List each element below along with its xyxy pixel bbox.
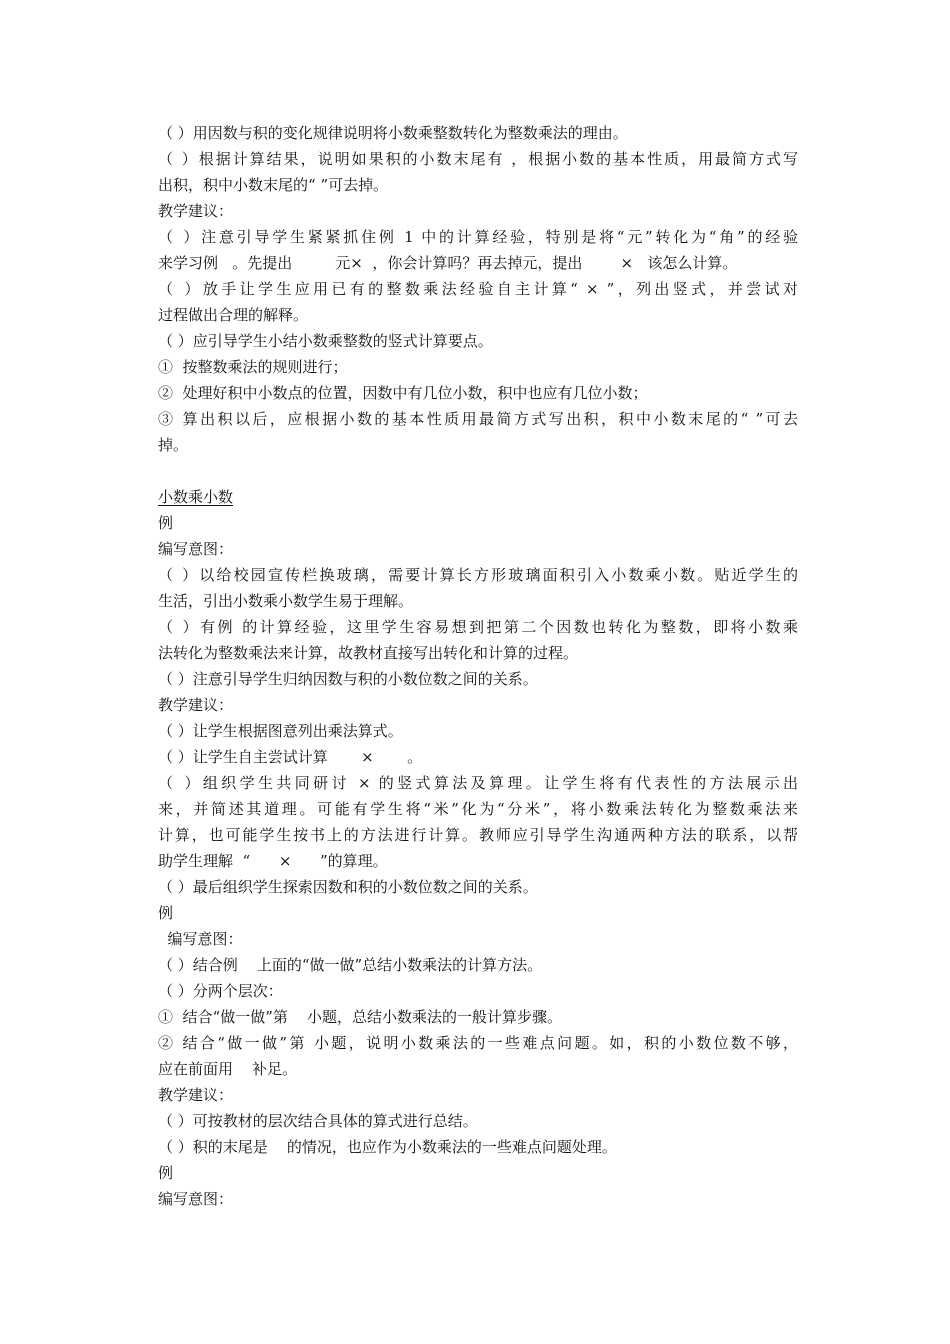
text-line: 教学建议： (158, 696, 234, 714)
text-line: ③ 算出积以后，应根据小数的基本性质用最简方式写出积，积中小数末尾的“ ”可去 (158, 410, 798, 428)
text-line: 应在前面用 补足。 (158, 1060, 298, 1078)
text-line: （ ）注意引导学生归纳因数与积的小数位数之间的关系。 (158, 670, 538, 688)
text-line: 例 (158, 1164, 174, 1182)
text-line: 教学建议： (158, 202, 234, 220)
text-line: （ ）分两个层次： (158, 982, 283, 1000)
text-line: 来学习例 。先提出 元× ，你会计算吗？再去掉元，提出 × 该怎么计算。 (158, 254, 738, 272)
text-line: （ ）放手让学生应用已有的整数乘法经验自主计算“ × ”，列出竖式，并尝试对 (158, 280, 798, 298)
section-title: 小数乘小数 (158, 488, 234, 506)
text-line: ② 处理好积中小数点的位置，因数中有几位小数，积中也应有几位小数； (158, 384, 648, 402)
text-line: 助学生理解 “ × ”的算理。 (158, 852, 388, 870)
text-line: 来，并简述其道理。可能有学生将“米”化为“分米”，将小数乘法转化为整数乘法来 (158, 800, 798, 818)
text-line: 编写意图： (158, 1190, 234, 1208)
text-line: （ ）应引导学生小结小数乘整数的竖式计算要点。 (158, 332, 493, 350)
text-line: （ ）注意引导学生紧紧抓住例 1 中的计算经验，特别是将“元”转化为“角”的经验 (158, 228, 798, 246)
text-line: ② 结合“做一做”第 小题，说明小数乘法的一些难点问题。如，积的小数位数不够， (158, 1034, 798, 1052)
text-line: 过程做出合理的解释。 (158, 306, 309, 324)
text-line: ① 按整数乘法的规则进行； (158, 358, 348, 376)
text-line: 教学建议： (158, 1086, 234, 1104)
text-line: 掉。 (158, 436, 189, 454)
text-line: （ ）积的末尾是 的情况，也应作为小数乘法的一些难点问题处理。 (158, 1138, 617, 1156)
text-line: 例 (158, 514, 174, 532)
text-line: （ ）以给校园宣传栏换玻璃，需要计算长方形玻璃面积引入小数乘小数。贴近学生的 (158, 566, 798, 584)
text-line: 法转化为整数乘法来计算，故教材直接写出转化和计算的过程。 (158, 644, 579, 662)
text-line: 例 (158, 904, 174, 922)
text-line: （ ）最后组织学生探索因数和积的小数位数之间的关系。 (158, 878, 538, 896)
text-line: 编写意图： (158, 930, 243, 948)
text-line: 生活，引出小数乘小数学生易于理解。 (158, 592, 414, 610)
text-line: ① 结合“做一做”第 小题，总结小数乘法的一般计算步骤。 (158, 1008, 562, 1026)
text-line: （ ）有例 的计算经验，这里学生容易想到把第二个因数也转化为整数，即将小数乘 (158, 618, 798, 636)
blank-line (158, 458, 798, 484)
text-line: （ ）结合例 上面的“做一做”总结小数乘法的计算方法。 (158, 956, 543, 974)
text-line: （ ）让学生自主尝试计算 × 。 (158, 748, 423, 766)
text-line: （ ）可按教材的层次结合具体的算式进行总结。 (158, 1112, 478, 1130)
text-line: （ ）组织学生共同研讨 × 的竖式算法及算理。让学生将有代表性的方法展示出 (158, 774, 798, 792)
text-line: （ ）用因数与积的变化规律说明将小数乘整数转化为整数乘法的理由。 (158, 124, 628, 142)
text-line: 出积，积中小数末尾的“ ”可去掉。 (158, 176, 389, 194)
text-line: 计算，也可能学生按书上的方法进行计算。教师应引导学生沟通两种方法的联系，以帮 (158, 826, 798, 844)
text-line: （ ）根据计算结果，说明如果积的小数末尾有 ，根据小数的基本性质，用最简方式写 (158, 150, 798, 168)
text-line: （ ）让学生根据图意列出乘法算式。 (158, 722, 403, 740)
document-body (158, 120, 798, 1212)
text-line: 编写意图： (158, 540, 234, 558)
